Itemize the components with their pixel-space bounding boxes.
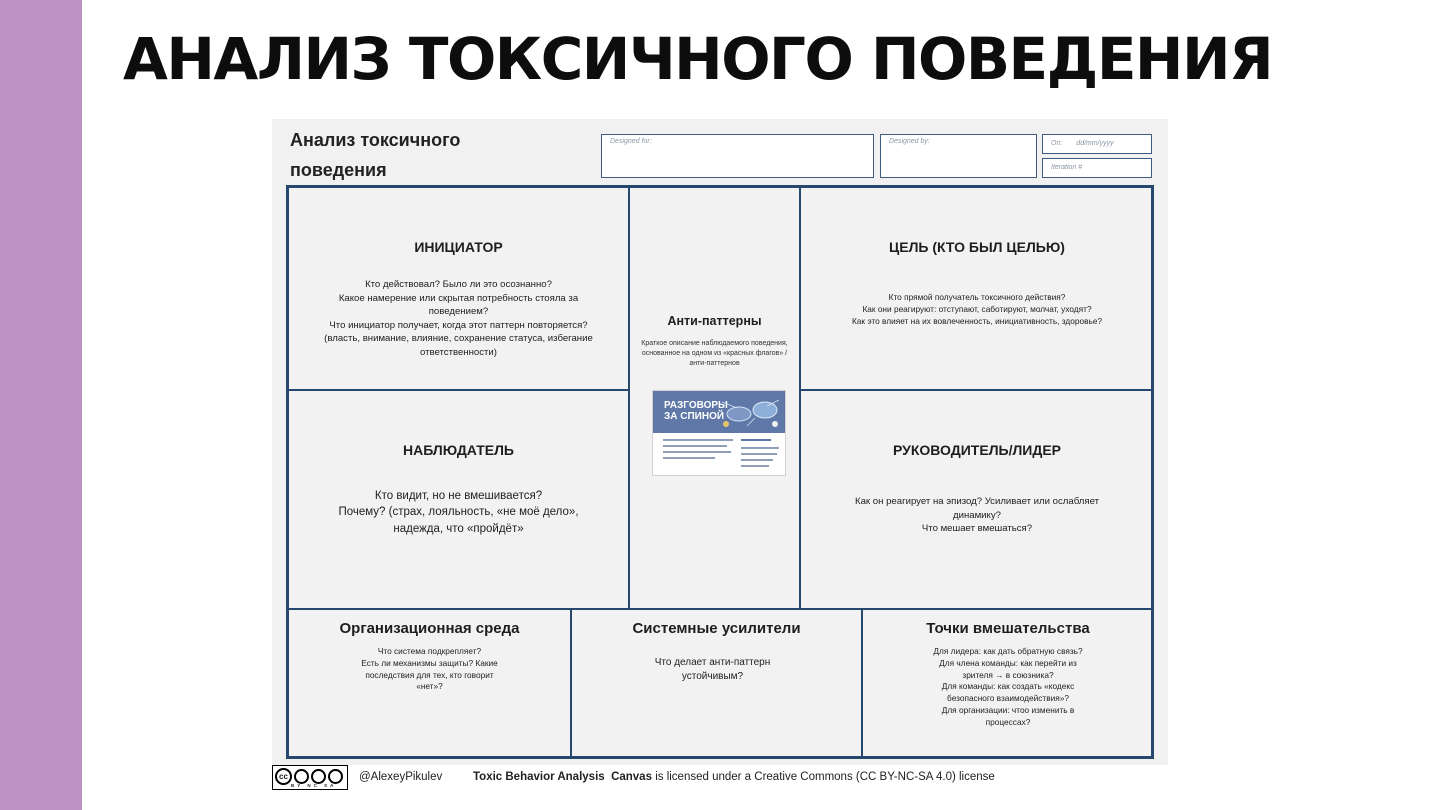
license-author: @AlexeyPikulev	[359, 771, 443, 783]
license-footer	[272, 765, 1168, 791]
by-icon	[294, 769, 309, 784]
observer-block: НАБЛЮДАТЕЛЬ Кто видит, но не вмешивается? Почему? (страх, лояльность, «не моё дело», надежда, что «пройдёт»	[289, 441, 628, 537]
slide-title: АНАЛИЗ ТОКСИЧНОГО ПОВЕДЕНИЯ	[123, 25, 1273, 93]
observer-title: НАБЛЮДАТЕЛЬ	[402, 442, 514, 458]
antipatterns-block: Анти-паттерны Краткое описание наблюдаемого поведения, основанное на одном из «красных флагов» / анти-паттернов	[630, 312, 799, 369]
leader-block: РУКОВОДИТЕЛЬ/ЛИДЕР Как он реагирует на эпизод? Усиливает или ослабляет динамику? Что мешает вмешаться?	[801, 441, 1153, 536]
speech-bubbles-illustration	[717, 396, 783, 430]
iteration-field: Iteration #	[1042, 158, 1152, 178]
sa-icon	[328, 769, 343, 784]
canvas-title: Анализ токсичного поведения	[290, 130, 461, 180]
amplifiers-title: Системные усилители	[632, 620, 801, 637]
license-text: Toxic Behavior Analysis Canvas is licensed under a Creative Commons (CC BY-NC-SA 4.0) license	[473, 771, 995, 783]
target-title: ЦЕЛЬ (КТО БЫЛ ЦЕЛЬЮ)	[889, 239, 1065, 255]
decorative-sidebar	[0, 0, 82, 810]
canvas-image	[272, 119, 1168, 791]
creative-commons-badge: cc BY NC SA	[272, 765, 348, 790]
amplifiers-block: Системные усилители Что делает анти-паттерн устойчивым?	[572, 620, 861, 684]
target-block: ЦЕЛЬ (КТО БЫЛ ЦЕЛЬЮ) Кто прямой получатель токсичного действия? Как они реагируют: отступают, саботируют, молчат, уходят? Как это влияет на их вовлеченность, инициативность, здоровье?	[801, 238, 1153, 327]
intervention-block: Точки вмешательства Для лидера: как дать обратную связь? Для члена команды: как перейти из зрителя → в союзника? Для команды: как создать «кодекс безопасного взаимодействия»? Для организации: чтоо изменить в процессах?	[863, 620, 1153, 728]
divider	[289, 608, 1153, 610]
date-field: On: dd/mm/yyyy	[1042, 134, 1152, 154]
org-env-title: Организационная среда	[339, 620, 520, 637]
divider	[801, 389, 1153, 391]
designed-by-field: Designed by:	[880, 134, 1037, 178]
nc-icon	[311, 769, 326, 784]
antipatterns-title: Анти-паттерны	[667, 314, 762, 328]
intervention-title: Точки вмешательства	[926, 620, 1090, 637]
initiator-block: ИНИЦИАТОР Кто действовал? Было ли это осознанно? Какое намерение или скрытая потребность стояла за поведением? Что инициатор получает, когда этот паттерн повторяется? (власть, внимание, влияние, сохранение статуса, избегание ответственности)	[289, 238, 628, 360]
divider	[628, 188, 630, 610]
designed-for-field: Designed for:	[601, 134, 874, 178]
book-cover-image: РАЗГОВОРЫ ЗА СПИНОЙ	[652, 390, 786, 476]
divider	[289, 389, 630, 391]
leader-title: РУКОВОДИТЕЛЬ/ЛИДЕР	[893, 442, 1061, 458]
canvas-grid	[286, 185, 1154, 759]
org-env-block: Организационная среда Что система подкрепляет? Есть ли механизмы защиты? Какие последствия для тех, кто говорит «нет»?	[289, 620, 570, 693]
initiator-title: ИНИЦИАТОР	[414, 239, 503, 255]
